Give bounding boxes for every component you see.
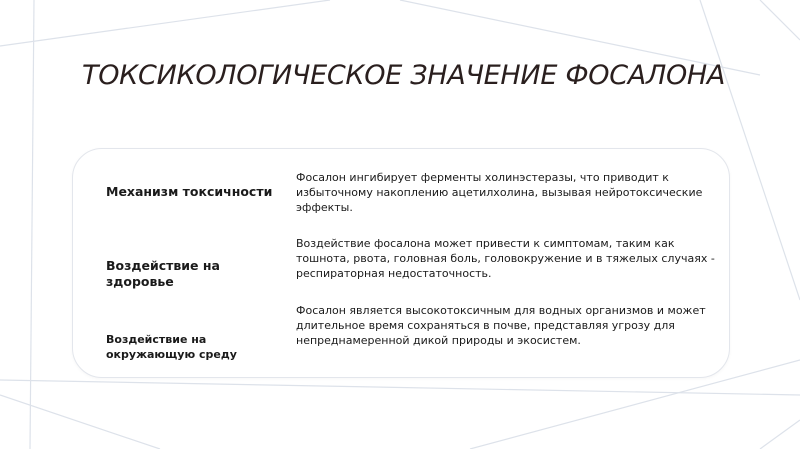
row-description-environment: Фосалон является высокотоксичным для водных организмов и может длительное время сохраняться в почве, представляя угрозу для непреднамеренной дикой природы и экосистем. bbox=[296, 304, 706, 347]
row-label-mechanism: Механизм токсичности bbox=[106, 184, 273, 199]
slide-title: ТОКСИКОЛОГИЧЕСКОЕ ЗНАЧЕНИЕ ФОСАЛОНА bbox=[82, 60, 726, 91]
row-label-environment: Воздействие на окружающую среду bbox=[106, 333, 237, 361]
row-description-mechanism: Фосалон ингибирует ферменты холинэстеразы, что приводит к избыточному накоплению ацетилхолина, вызывая нейротоксические эффекты. bbox=[296, 171, 703, 214]
row-label-health: Воздействие на здоровье bbox=[106, 258, 220, 289]
row-description-health: Воздействие фосалона может привести к симптомам, таким как тошнота, рвота, головная боль, головокружение и в тяжелых случаях - респираторная недостаточность. bbox=[296, 237, 715, 280]
